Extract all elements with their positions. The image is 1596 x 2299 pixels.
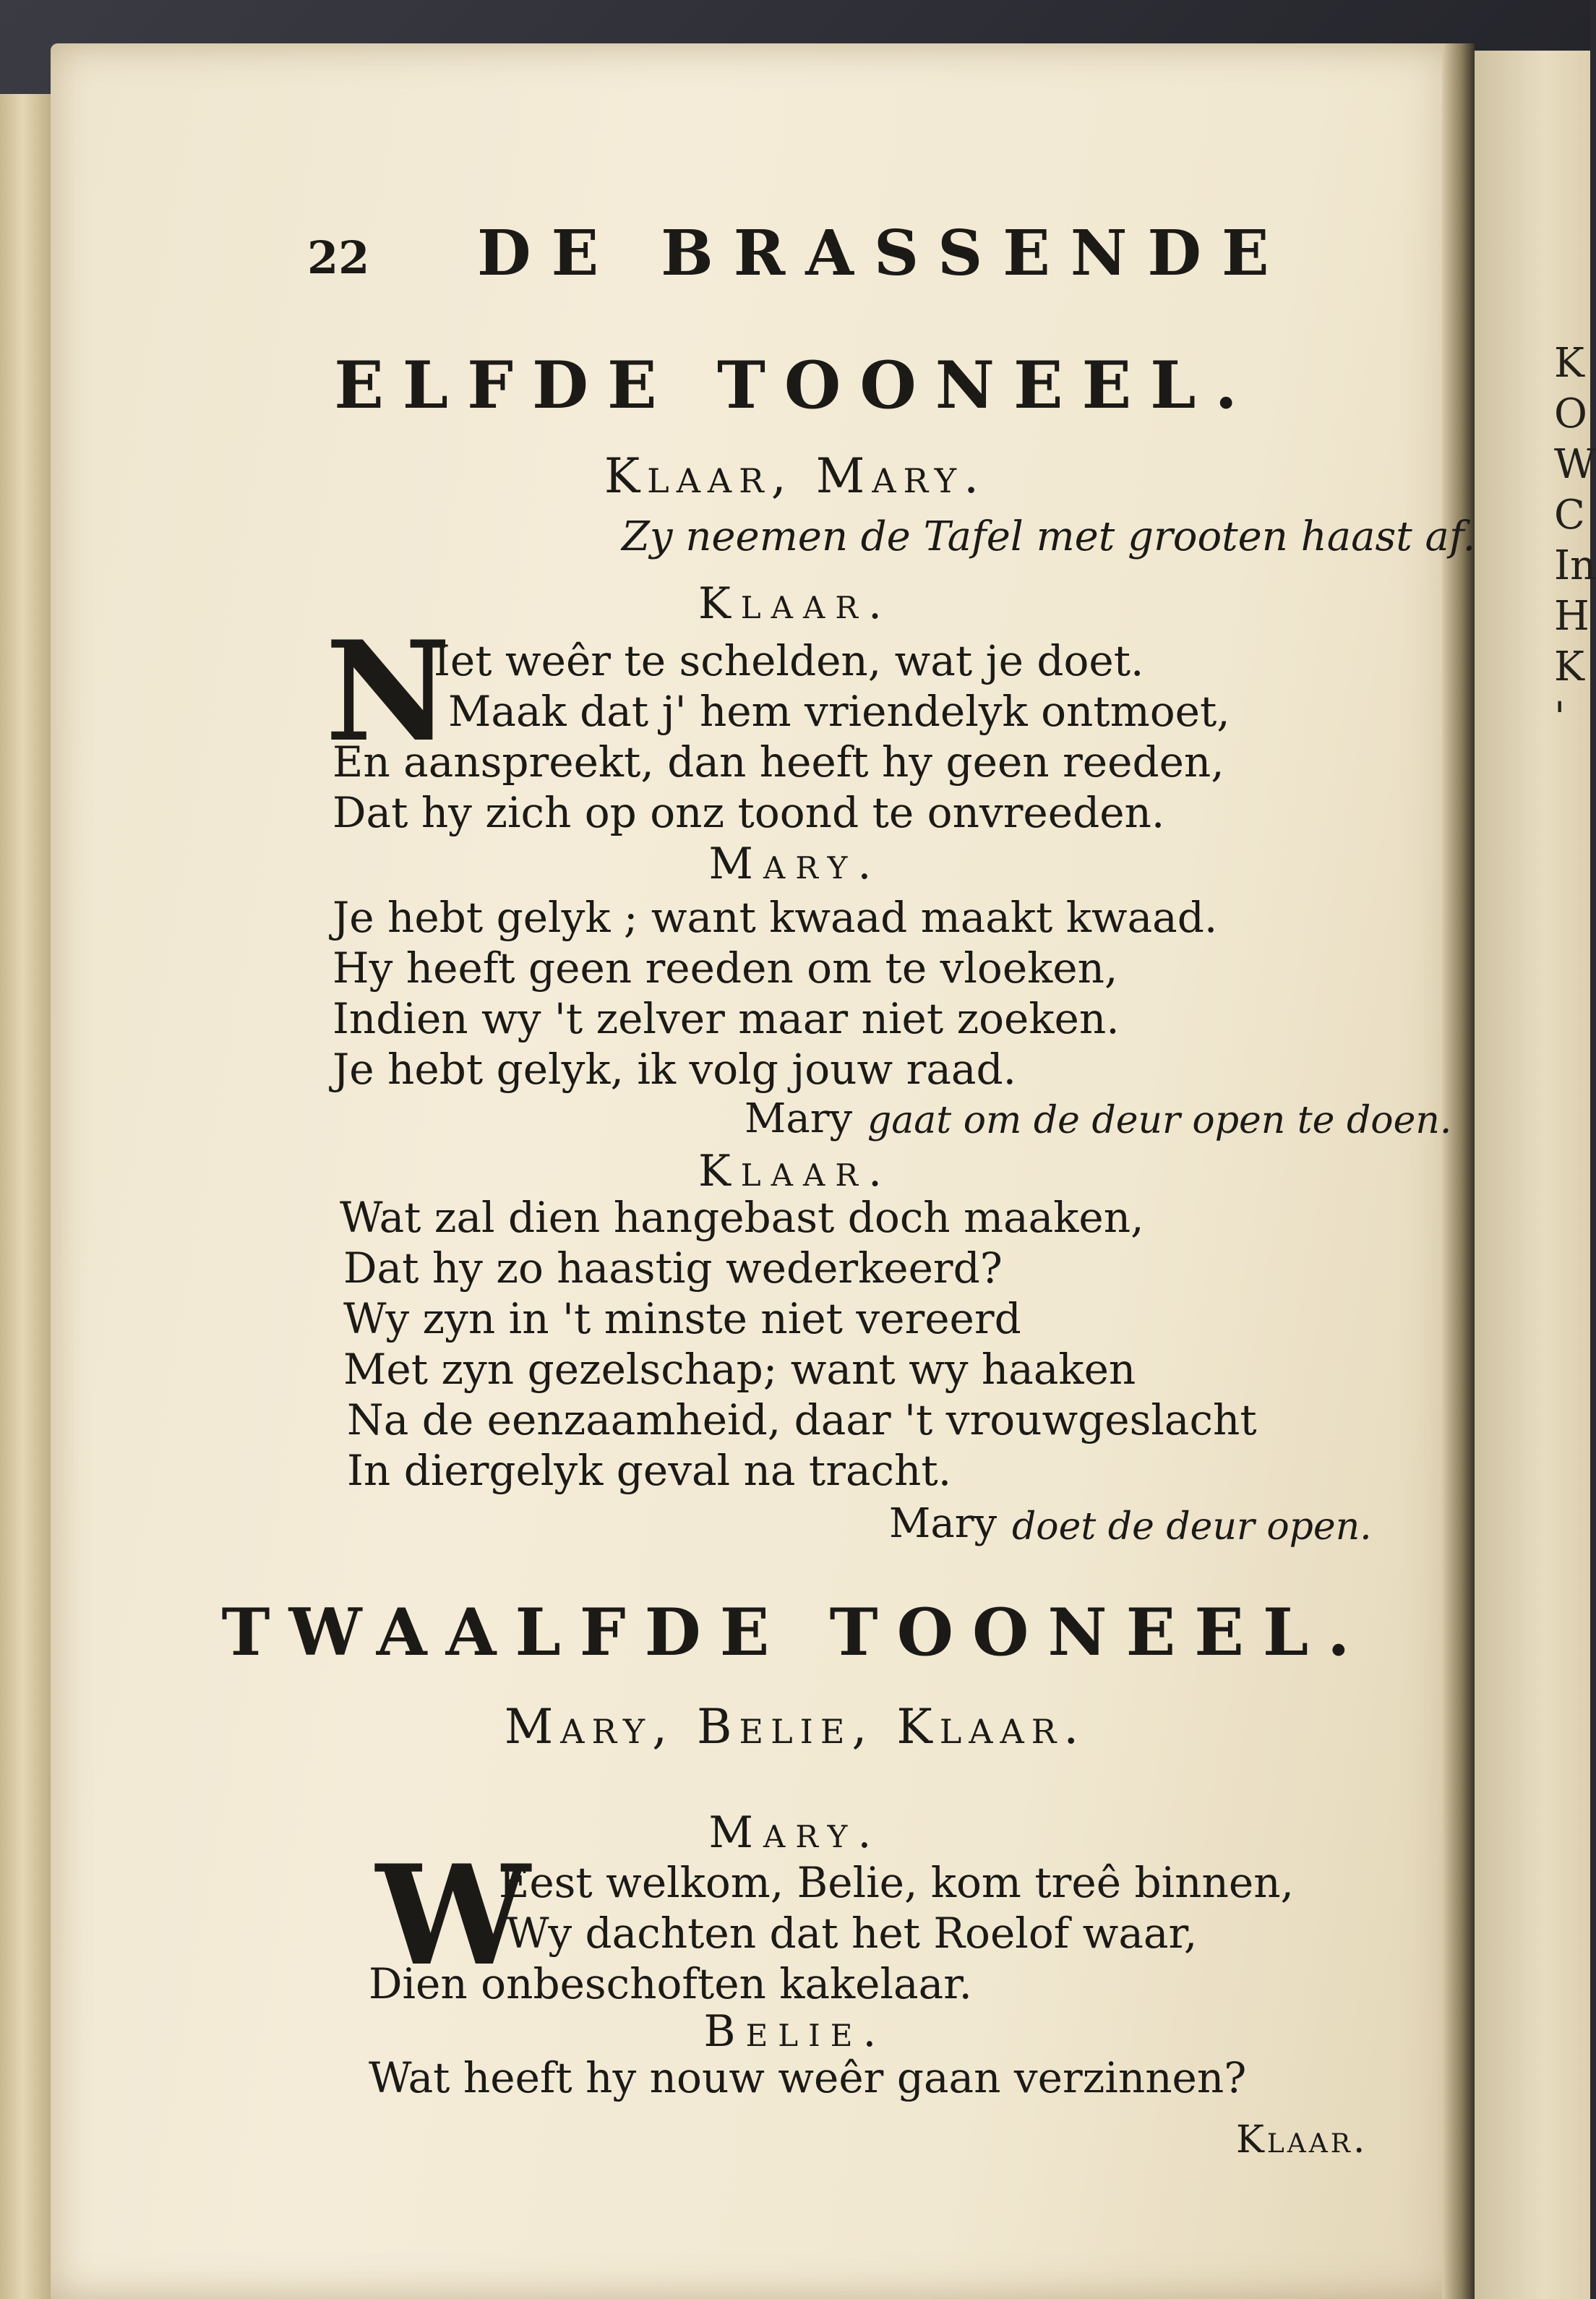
verse-line: In diergelyk geval na tracht. [347,1446,952,1495]
facing-page-letter: In [1554,542,1596,589]
cast-list: Klaar, Mary. [604,448,987,504]
stage-direction: Zy neemen de Tafel met grooten haast af. [622,513,1476,560]
verse-line: Dat hy zo haastig wederkeerd? [343,1243,1003,1293]
verse-line: Dien onbeschoften kakelaar. [369,1959,972,2008]
cast-list: Mary, Belie, Klaar. [504,1699,1086,1755]
facing-page-letter: W [1554,441,1596,488]
verse-line: Met zyn gezelschap; want wy haaken [343,1345,1136,1394]
facing-page-letter: K [1554,340,1584,387]
drop-cap: N [325,611,451,772]
verse-line: Hy heeft geen reeden om te vloeken, [332,943,1118,993]
verse-line: Je hebt gelyk ; want kwaad maakt kwaad. [332,893,1218,942]
verse-line: Wy zyn in 't minste niet vereerd [343,1294,1021,1343]
verse-line: Maak dat j' hem vriendelyk ontmoet, [448,687,1230,736]
verse-line: Indien wy 't zelver maar niet zoeken. [332,994,1120,1043]
verse-line: Na de eenzaamheid, daar 't vrouwgeslacht [347,1395,1257,1444]
facing-page-letter: H [1554,593,1589,640]
speaker-name: Mary. [708,1807,882,1858]
facing-page-letter: K [1554,643,1584,690]
scene-title: TWAALFDE TOONEEL. [221,1594,1369,1671]
page-number: 22 [307,231,370,284]
facing-page-letter: C [1554,492,1585,539]
verse-line: Dat hy zich op onz toond te onvreeden. [332,788,1165,837]
stage-direction: doet de deur open. [1012,1505,1372,1549]
stage-direction-name: Mary [889,1500,998,1547]
verse-line: Eest welkom, Belie, kom treê binnen, [499,1858,1294,1907]
facing-page-letter: ' [1554,694,1566,741]
speaker-name: Mary. [708,839,882,889]
verse-line: Wat heeft hy nouw weêr gaan verzinnen? [369,2053,1247,2102]
speaker-name: Belie. [703,2006,887,2057]
verse-line: En aanspreekt, dan heeft hy geen reeden, [332,737,1224,787]
scene-title: ELFDE TOONEEL. [334,347,1256,424]
page-edges [0,94,58,2299]
verse-line: Wy dachten dat het Roelof waar, [506,1909,1198,1958]
verse-line: Wat zal dien hangebast doch maaken, [340,1193,1144,1242]
verse-line: Iet weêr te schelden, wat je doet. [434,636,1144,685]
running-head: DE BRASSENDE [477,217,1290,290]
speaker-name: Klaar. [698,1146,893,1196]
verse-line: Je hebt gelyk, ik volg jouw raad. [332,1045,1017,1094]
stage-direction-name: Mary [745,1095,853,1142]
catchword: Klaar. [1236,2118,1368,2162]
facing-page-letter: O [1554,390,1587,437]
speaker-name: Klaar. [698,578,893,629]
drop-cap: W [376,1835,531,1996]
stage-direction: gaat om de deur open te doen. [867,1099,1452,1142]
